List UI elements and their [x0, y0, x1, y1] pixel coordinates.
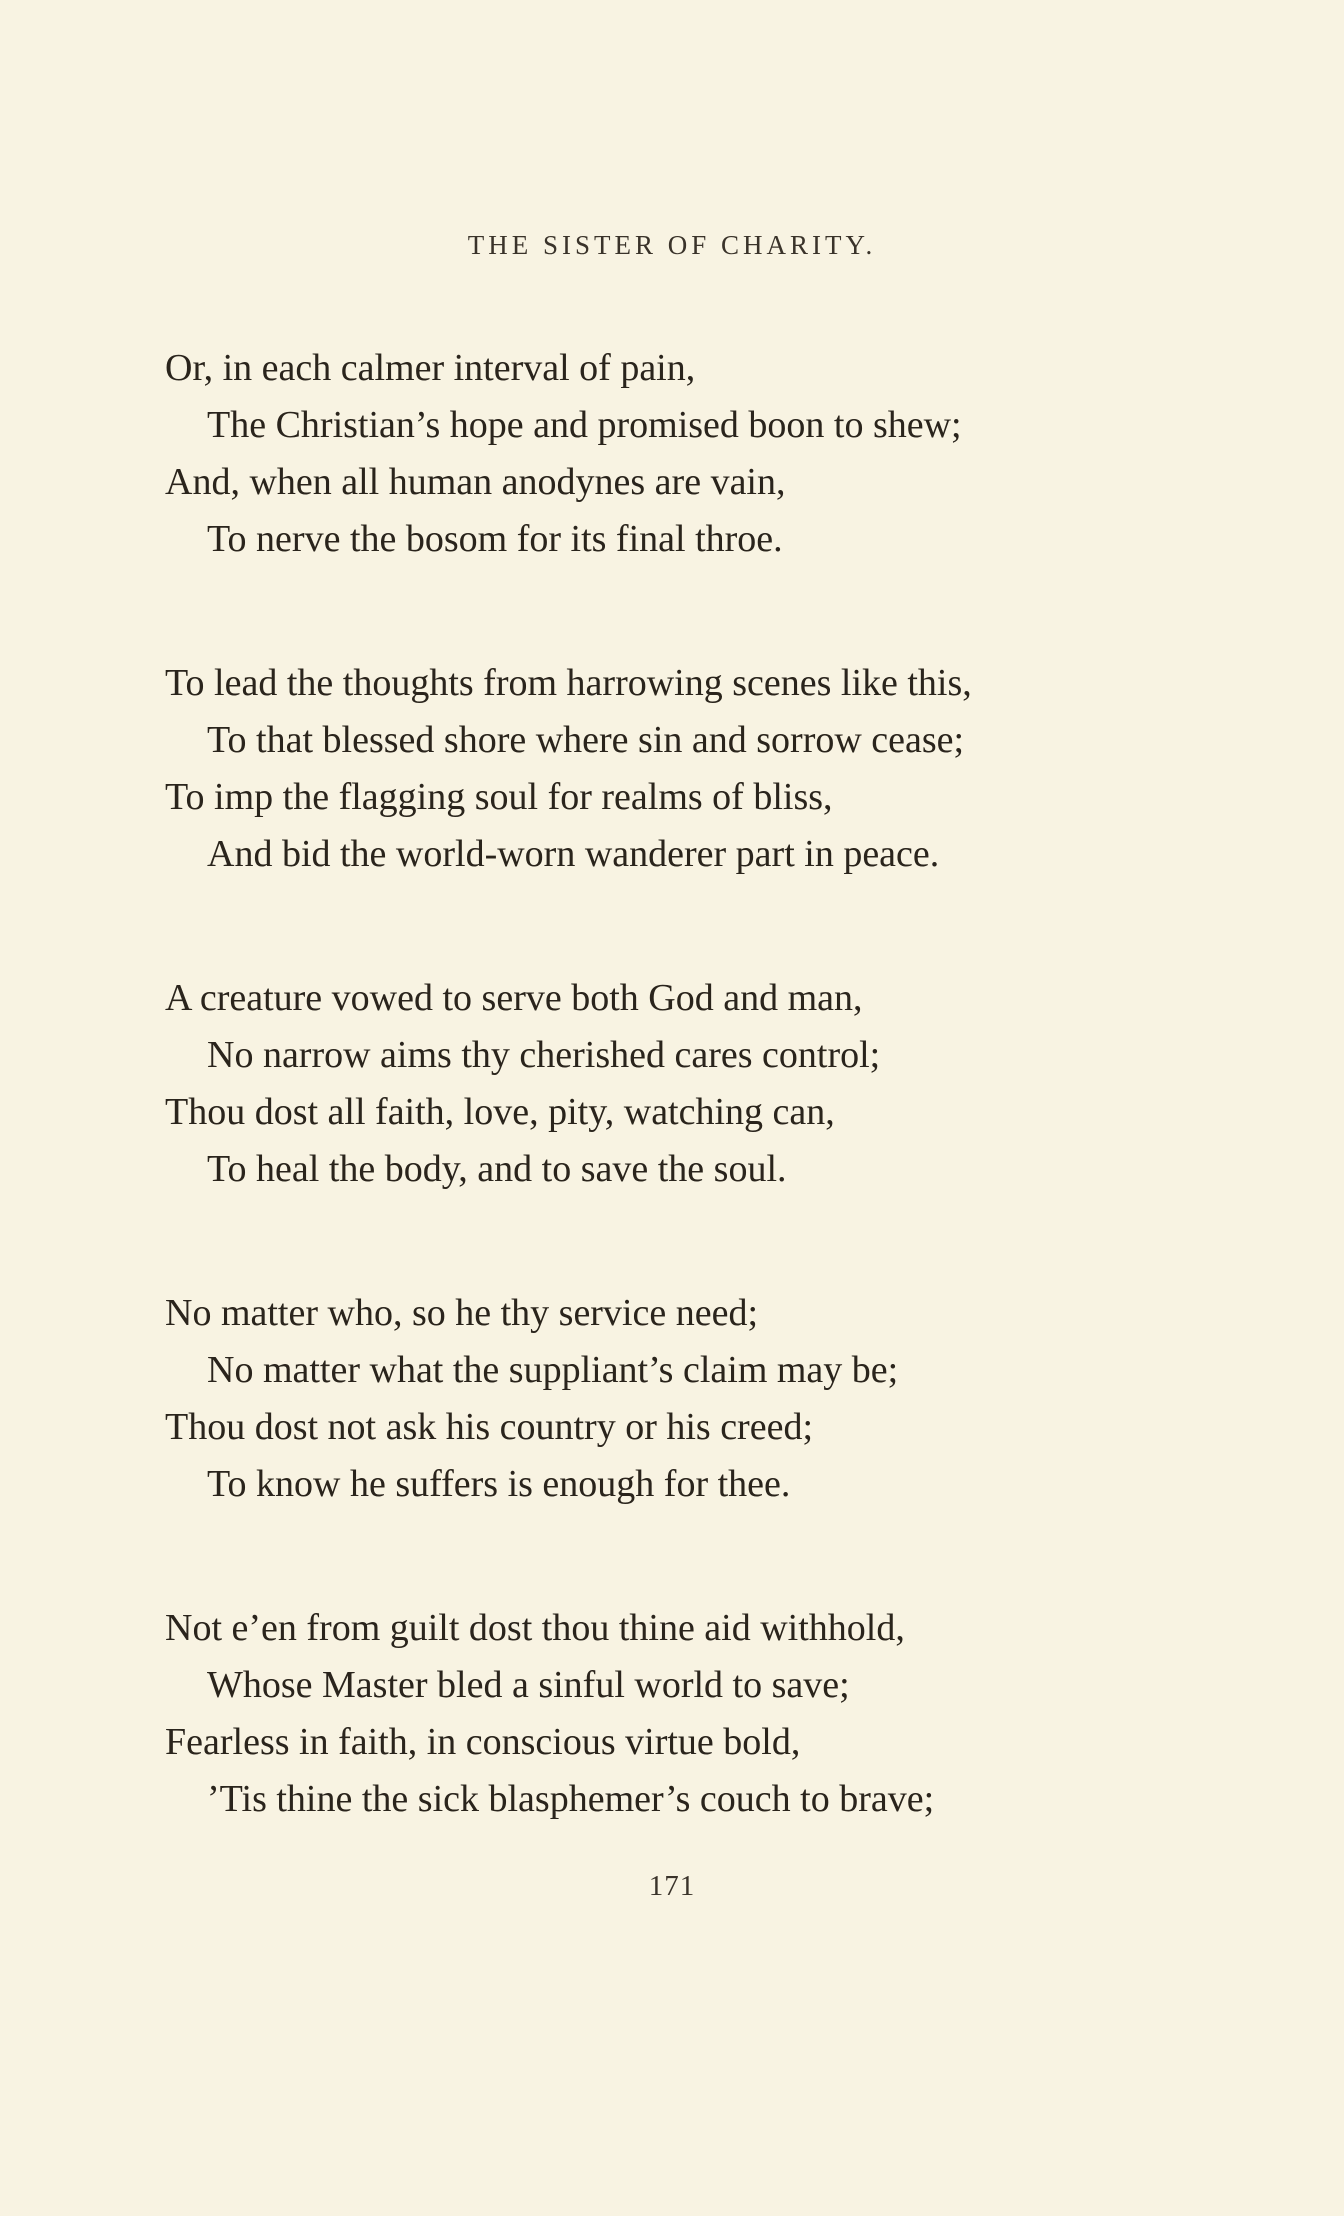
- poem-line: To imp the flagging soul for realms of bliss,: [165, 776, 833, 818]
- poem: [165, 340, 1215, 1828]
- stanza-2: [165, 655, 1215, 883]
- stanza-1: [165, 340, 1215, 568]
- poem-line: No matter who, so he thy service need;: [165, 1292, 759, 1334]
- poem-line: Whose Master bled a sinful world to save;: [207, 1664, 850, 1706]
- poem-line: And, when all human anodynes are vain,: [165, 461, 786, 503]
- poem-line: To know he suffers is enough for thee.: [207, 1463, 791, 1505]
- poem-line: To that blessed shore where sin and sorrow cease;: [207, 719, 965, 761]
- poem-line: To nerve the bosom for its final throe.: [207, 518, 783, 560]
- poem-line: And bid the world-worn wanderer part in peace.: [207, 833, 940, 875]
- poem-line: A creature vowed to serve both God and man,: [165, 977, 863, 1019]
- poem-line: To lead the thoughts from harrowing scenes like this,: [165, 662, 972, 704]
- stanza-4: [165, 1285, 1215, 1513]
- poem-line: Not e’en from guilt dost thou thine aid withhold,: [165, 1607, 905, 1649]
- poem-line: No matter what the suppliant’s claim may be;: [207, 1349, 899, 1391]
- page-number: 171: [648, 1870, 696, 1902]
- poem-line: Or, in each calmer interval of pain,: [165, 347, 696, 389]
- running-head: THE SISTER OF CHARITY.: [467, 230, 877, 260]
- poem-line: No narrow aims thy cherished cares control;: [207, 1034, 881, 1076]
- stanza-3: [165, 970, 1215, 1198]
- poem-line: ’Tis thine the sick blasphemer’s couch to brave;: [207, 1778, 935, 1820]
- poem-line: Thou dost not ask his country or his creed;: [165, 1406, 814, 1448]
- poem-line: The Christian’s hope and promised boon to shew;: [207, 404, 962, 446]
- poem-line: To heal the body, and to save the soul.: [207, 1148, 787, 1190]
- stanza-5: [165, 1600, 1215, 1828]
- poem-line: Fearless in faith, in conscious virtue bold,: [165, 1721, 801, 1763]
- poem-line: Thou dost all faith, love, pity, watching can,: [165, 1091, 835, 1133]
